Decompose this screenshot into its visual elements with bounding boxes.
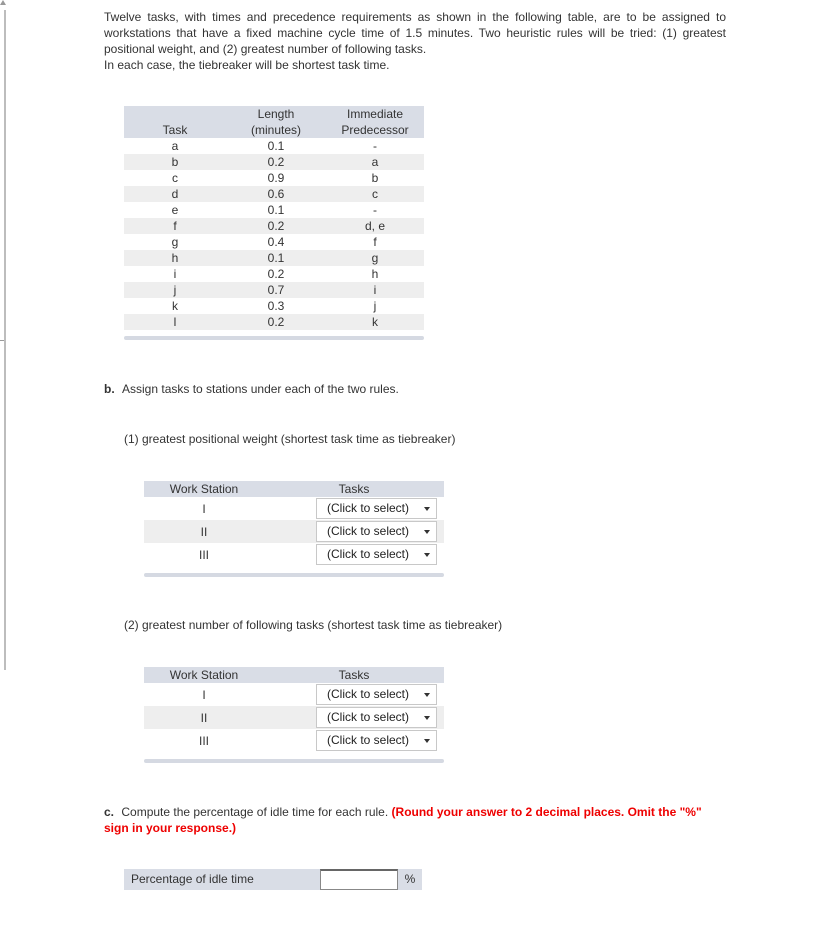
cell-pred: k [326,314,424,330]
scroll-track[interactable] [4,10,6,670]
col-pred-label-1: Immediate [346,107,404,121]
station-tasks-cell [264,729,444,752]
rule2-rows [144,683,444,752]
chevron-down-icon [424,693,430,697]
cell-task: h [124,250,226,266]
station-tasks-cell [264,706,444,729]
table-row [124,218,424,234]
cell-task: j [124,282,226,298]
idle-time-input[interactable] [320,869,398,890]
rule2-table-footer [144,759,444,763]
cell-length: 0.3 [226,298,326,314]
rule2-tasks-header: Tasks [264,667,444,683]
cell-pred: i [326,282,424,298]
cell-pred: g [326,250,424,266]
cell-length: 0.2 [226,266,326,282]
cell-task: d [124,186,226,202]
percent-unit: % [398,869,422,890]
cell-pred: - [326,202,424,218]
part-b-text: Assign tasks to stations under each of the two rules. [122,382,399,396]
chevron-down-icon [424,553,430,557]
table-row [124,298,424,314]
cell-task: c [124,170,226,186]
select-value: (Click to select) [327,501,410,515]
station-row [144,520,444,543]
table-row [124,314,424,330]
rule1-rows [144,497,444,566]
cell-pred: a [326,154,424,170]
part-b-label: b. [104,382,115,396]
station-row [144,497,444,520]
intro-paragraph: Twelve tasks, with times and precedence requirements as shown in the following table, are to be assigned to workstations that have a fixed machine cycle time of 1.5 minutes. Two heuristic rules will be tried: (1) greatest positional weight, and (2) greatest number of following tasks. [104,10,726,56]
rule2-station-3-select[interactable] [316,730,437,751]
table-row [124,186,424,202]
problem-statement [104,9,726,73]
cell-pred: c [326,186,424,202]
rule2-heading: (2) greatest number of following tasks (shortest task time as tiebreaker) [124,618,503,632]
station-number: II [144,706,264,729]
cell-task: i [124,266,226,282]
table-row [124,138,424,154]
cell-task: e [124,202,226,218]
chevron-down-icon [424,739,430,743]
table-row [124,170,424,186]
table-row [124,266,424,282]
task-table-header [124,106,424,138]
cell-length: 0.2 [226,154,326,170]
select-value: (Click to select) [327,547,410,561]
rule1-station-1-select[interactable] [316,498,437,519]
table-row [124,234,424,250]
table-row [124,202,424,218]
rule2-station-header: Work Station [144,667,264,683]
rule1-station-table [144,481,444,566]
cell-pred: j [326,298,424,314]
cell-task: l [124,314,226,330]
cell-length: 0.6 [226,186,326,202]
table-row [124,282,424,298]
part-c-question [104,804,724,836]
cell-length: 0.9 [226,170,326,186]
rule2-station-2-select[interactable] [316,707,437,728]
cell-task: b [124,154,226,170]
col-task-header [124,106,226,138]
chevron-down-icon [424,716,430,720]
station-row [144,706,444,729]
scrollbar[interactable] [0,0,7,930]
task-table-body [124,138,424,330]
select-value: (Click to select) [327,710,410,724]
table-row [124,250,424,266]
part-c-instruction: (Round your answer to 2 decimal places. Omit the "%" sign in your response.) [104,805,702,835]
station-row [144,683,444,706]
scroll-up-icon[interactable] [0,0,6,5]
station-number: I [202,501,206,516]
intro-tiebreaker: In each case, the tiebreaker will be shortest task time. [104,58,390,72]
station-tasks-cell [264,543,444,566]
cell-pred: - [326,138,424,154]
rule1-table-footer [144,573,444,577]
chevron-down-icon [424,507,430,511]
cell-task: f [124,218,226,234]
cell-pred: b [326,170,424,186]
select-value: (Click to select) [327,733,410,747]
rule1-station-2-select[interactable] [316,521,437,542]
station-number: III [198,733,209,748]
rule1-heading: (1) greatest positional weight (shortest task time as tiebreaker) [124,432,456,446]
col-length-label-1: Length [257,107,295,121]
cell-pred: f [326,234,424,250]
cell-length: 0.2 [226,218,326,234]
part-b-question [104,382,399,396]
cell-length: 0.1 [226,138,326,154]
cell-length: 0.2 [226,314,326,330]
station-number: II [144,520,264,543]
cell-pred: h [326,266,424,282]
select-value: (Click to select) [327,687,410,701]
station-number: I [202,687,206,702]
station-row [144,543,444,566]
table-row [124,154,424,170]
station-tasks-cell [264,520,444,543]
idle-time-label: Percentage of idle time [124,869,320,890]
rule2-station-1-select[interactable] [316,684,437,705]
cell-length: 0.1 [226,250,326,266]
station-number: III [198,547,209,562]
chevron-down-icon [424,530,430,534]
cell-task: g [124,234,226,250]
part-c-label: c. [104,805,115,819]
scroll-marker [0,340,4,341]
cell-task: a [124,138,226,154]
rule1-station-3-select[interactable] [316,544,437,565]
col-pred-header [326,106,424,138]
station-tasks-cell [264,683,444,706]
col-length-label-2: (minutes) [250,123,301,137]
rule1-tasks-header: Tasks [264,481,444,497]
cell-length: 0.1 [226,202,326,218]
station-row [144,729,444,752]
cell-task: k [124,298,226,314]
rule2-station-table [144,667,444,752]
col-length-header [226,106,326,138]
col-pred-label-2: Predecessor [341,123,409,137]
station-tasks-cell [264,497,444,520]
rule1-station-header: Work Station [144,481,264,497]
cell-length: 0.4 [226,234,326,250]
task-table [124,106,424,330]
task-table-footer [124,336,424,340]
select-value: (Click to select) [327,524,410,538]
cell-pred: d, e [326,218,424,234]
col-task-label: Task [162,123,188,137]
part-c-text: Compute the percentage of idle time for each rule. [121,805,389,819]
cell-length: 0.7 [226,282,326,298]
